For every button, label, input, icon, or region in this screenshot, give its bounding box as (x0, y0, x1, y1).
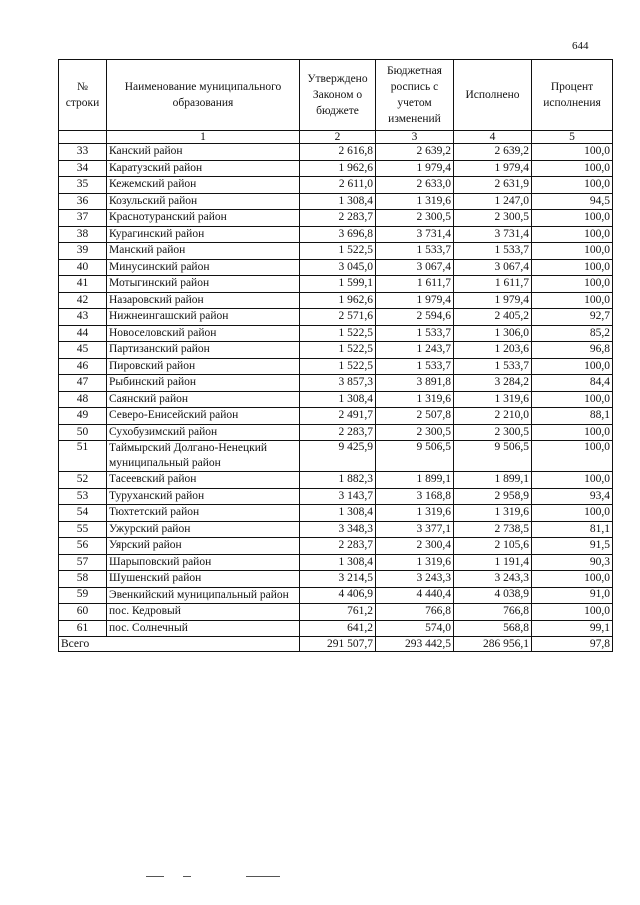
municipality-name: Кежемский район (107, 177, 300, 194)
municipality-name: пос. Кедровый (107, 604, 300, 621)
budget-value: 3 168,8 (376, 488, 454, 505)
executed-value: 766,8 (454, 604, 532, 621)
executed-value: 3 284,2 (454, 375, 532, 392)
table-row (59, 375, 613, 392)
approved-value: 1 308,4 (300, 391, 376, 408)
table-row (59, 571, 613, 588)
column-number (59, 131, 107, 144)
executed-value: 9 506,5 (454, 441, 532, 472)
table-row (59, 226, 613, 243)
column-number: 4 (454, 131, 532, 144)
budget-value: 3 067,4 (376, 259, 454, 276)
approved-value: 4 406,9 (300, 587, 376, 604)
municipality-name: Партизанский район (107, 342, 300, 359)
executed-value: 1 979,4 (454, 292, 532, 309)
budget-value: 1 979,4 (376, 160, 454, 177)
budget-value: 2 300,5 (376, 210, 454, 227)
budget-value: 9 506,5 (376, 441, 454, 472)
municipality-name: Эвенкийский муниципальный район (107, 587, 300, 604)
approved-value: 1 962,6 (300, 292, 376, 309)
row-number: 41 (59, 276, 107, 293)
column-number: 2 (300, 131, 376, 144)
table-row (59, 441, 613, 472)
row-number: 47 (59, 375, 107, 392)
row-number: 56 (59, 538, 107, 555)
municipality-name: Козульский район (107, 193, 300, 210)
budget-execution-table (58, 59, 613, 652)
budget-value: 2 594,6 (376, 309, 454, 326)
row-number: 36 (59, 193, 107, 210)
table-row (59, 604, 613, 621)
municipality-name: Уярский район (107, 538, 300, 555)
municipality-name: Нижнеингашский район (107, 309, 300, 326)
executed-value: 1 319,6 (454, 505, 532, 522)
executed-value: 2 738,5 (454, 521, 532, 538)
footer-line (246, 876, 280, 877)
table-row (59, 193, 613, 210)
footer-line (183, 876, 191, 877)
approved-value: 2 283,7 (300, 210, 376, 227)
municipality-name: Рыбинский район (107, 375, 300, 392)
budget-value: 3 891,8 (376, 375, 454, 392)
row-number: 43 (59, 309, 107, 326)
approved-value: 1 522,5 (300, 342, 376, 359)
row-number: 54 (59, 505, 107, 522)
row-number: 34 (59, 160, 107, 177)
approved-value: 3 214,5 (300, 571, 376, 588)
municipality-name: Ужурский район (107, 521, 300, 538)
municipality-name: Канский район (107, 144, 300, 161)
executed-value: 3 243,3 (454, 571, 532, 588)
municipality-name: Назаровский район (107, 292, 300, 309)
footer-marks (0, 872, 640, 882)
percent-value: 99,1 (532, 620, 613, 637)
municipality-name: Сухобузимский район (107, 424, 300, 441)
executed-value: 1 899,1 (454, 472, 532, 489)
approved-value: 1 308,4 (300, 554, 376, 571)
budget-value: 2 507,8 (376, 408, 454, 425)
approved-value: 2 571,6 (300, 309, 376, 326)
executed-value: 1 533,7 (454, 358, 532, 375)
municipality-name: Шушенский район (107, 571, 300, 588)
approved-value: 1 522,5 (300, 358, 376, 375)
budget-value: 2 300,5 (376, 424, 454, 441)
percent-value: 85,2 (532, 325, 613, 342)
header-approved-by-law: Утверждено Законом о бюджете (300, 60, 376, 131)
municipality-name: Новоселовский район (107, 325, 300, 342)
executed-value: 1 247,0 (454, 193, 532, 210)
table-row (59, 521, 613, 538)
table-row (59, 505, 613, 522)
table-row (59, 210, 613, 227)
approved-value: 9 425,9 (300, 441, 376, 472)
municipality-name: Мотыгинский район (107, 276, 300, 293)
row-number: 39 (59, 243, 107, 260)
budget-value: 1 243,7 (376, 342, 454, 359)
row-number: 57 (59, 554, 107, 571)
table-row (59, 342, 613, 359)
executed-value: 2 405,2 (454, 309, 532, 326)
table-row (59, 259, 613, 276)
row-number: 35 (59, 177, 107, 194)
table-row (59, 309, 613, 326)
percent-value: 100,0 (532, 177, 613, 194)
budget-value: 1 533,7 (376, 358, 454, 375)
budget-value: 574,0 (376, 620, 454, 637)
executed-value: 1 191,4 (454, 554, 532, 571)
percent-value: 100,0 (532, 276, 613, 293)
percent-value: 100,0 (532, 358, 613, 375)
budget-value: 1 319,6 (376, 193, 454, 210)
row-number: 37 (59, 210, 107, 227)
approved-value: 3 045,0 (300, 259, 376, 276)
executed-value: 1 533,7 (454, 243, 532, 260)
approved-value: 1 882,3 (300, 472, 376, 489)
municipality-name: Северо-Енисейский район (107, 408, 300, 425)
budget-value: 3 243,3 (376, 571, 454, 588)
budget-value: 766,8 (376, 604, 454, 621)
percent-value: 94,5 (532, 193, 613, 210)
percent-value: 100,0 (532, 259, 613, 276)
row-number: 51 (59, 441, 107, 472)
row-number: 58 (59, 571, 107, 588)
row-number: 49 (59, 408, 107, 425)
header-execution-percent: Процент исполнения (532, 60, 613, 131)
approved-value: 1 308,4 (300, 193, 376, 210)
row-number: 48 (59, 391, 107, 408)
total-percent: 97,8 (532, 637, 613, 652)
approved-value: 3 857,3 (300, 375, 376, 392)
approved-value: 1 522,5 (300, 243, 376, 260)
row-number: 45 (59, 342, 107, 359)
percent-value: 100,0 (532, 210, 613, 227)
approved-value: 1 522,5 (300, 325, 376, 342)
approved-value: 1 308,4 (300, 505, 376, 522)
approved-value: 761,2 (300, 604, 376, 621)
executed-value: 1 203,6 (454, 342, 532, 359)
column-number: 5 (532, 131, 613, 144)
budget-value: 2 639,2 (376, 144, 454, 161)
approved-value: 3 143,7 (300, 488, 376, 505)
table-row (59, 144, 613, 161)
municipality-name: Таймырский Долгано-Ненецкий муниципальный район (107, 441, 300, 472)
header-budget-schedule: Бюджетная роспись с учетом изменений (376, 60, 454, 131)
budget-value: 3 731,4 (376, 226, 454, 243)
municipality-name: Минусинский район (107, 259, 300, 276)
percent-value: 93,4 (532, 488, 613, 505)
table-row (59, 276, 613, 293)
executed-value: 2 300,5 (454, 210, 532, 227)
table-row (59, 177, 613, 194)
table-row (59, 408, 613, 425)
executed-value: 2 631,9 (454, 177, 532, 194)
table-row (59, 620, 613, 637)
municipality-name: Курагинский район (107, 226, 300, 243)
budget-value: 2 633,0 (376, 177, 454, 194)
executed-value: 3 067,4 (454, 259, 532, 276)
row-number: 33 (59, 144, 107, 161)
budget-value: 3 377,1 (376, 521, 454, 538)
budget-value: 1 319,6 (376, 391, 454, 408)
percent-value: 88,1 (532, 408, 613, 425)
table-row (59, 587, 613, 604)
budget-value: 1 319,6 (376, 554, 454, 571)
row-number: 46 (59, 358, 107, 375)
total-label: Всего (59, 637, 300, 652)
row-number: 44 (59, 325, 107, 342)
executed-value: 568,8 (454, 620, 532, 637)
budget-value: 1 319,6 (376, 505, 454, 522)
row-number: 59 (59, 587, 107, 604)
table-row (59, 160, 613, 177)
approved-value: 2 491,7 (300, 408, 376, 425)
percent-value: 100,0 (532, 243, 613, 260)
row-number: 52 (59, 472, 107, 489)
header-row (59, 60, 613, 131)
municipality-name: Тюхтетский район (107, 505, 300, 522)
approved-value: 3 696,8 (300, 226, 376, 243)
percent-value: 91,0 (532, 587, 613, 604)
percent-value: 91,5 (532, 538, 613, 555)
row-number: 50 (59, 424, 107, 441)
header-row-number: № строки (59, 60, 107, 131)
row-number: 55 (59, 521, 107, 538)
percent-value: 90,3 (532, 554, 613, 571)
table-row (59, 325, 613, 342)
municipality-name: Тасеевский район (107, 472, 300, 489)
approved-value: 1 599,1 (300, 276, 376, 293)
table-row (59, 358, 613, 375)
percent-value: 81,1 (532, 521, 613, 538)
executed-value: 1 306,0 (454, 325, 532, 342)
executed-value: 3 731,4 (454, 226, 532, 243)
executed-value: 1 979,4 (454, 160, 532, 177)
percent-value: 96,8 (532, 342, 613, 359)
budget-value: 2 300,4 (376, 538, 454, 555)
approved-value: 2 611,0 (300, 177, 376, 194)
executed-value: 1 611,7 (454, 276, 532, 293)
row-number: 53 (59, 488, 107, 505)
total-budget: 293 442,5 (376, 637, 454, 652)
percent-value: 100,0 (532, 144, 613, 161)
percent-value: 100,0 (532, 604, 613, 621)
total-approved: 291 507,7 (300, 637, 376, 652)
percent-value: 100,0 (532, 226, 613, 243)
row-number: 42 (59, 292, 107, 309)
approved-value: 2 616,8 (300, 144, 376, 161)
budget-value: 1 979,4 (376, 292, 454, 309)
table-row (59, 538, 613, 555)
table-row (59, 391, 613, 408)
total-row (59, 637, 613, 652)
table-body (59, 144, 613, 637)
budget-value: 1 899,1 (376, 472, 454, 489)
budget-value: 4 440,4 (376, 587, 454, 604)
municipality-name: Саянский район (107, 391, 300, 408)
approved-value: 641,2 (300, 620, 376, 637)
executed-value: 2 639,2 (454, 144, 532, 161)
table-row (59, 243, 613, 260)
budget-value: 1 533,7 (376, 325, 454, 342)
table-row (59, 292, 613, 309)
table-row (59, 472, 613, 489)
executed-value: 2 210,0 (454, 408, 532, 425)
row-number: 40 (59, 259, 107, 276)
municipality-name: Пировский район (107, 358, 300, 375)
header-executed: Исполнено (454, 60, 532, 131)
municipality-name: Каратузский район (107, 160, 300, 177)
percent-value: 92,7 (532, 309, 613, 326)
total-executed: 286 956,1 (454, 637, 532, 652)
executed-value: 2 105,6 (454, 538, 532, 555)
percent-value: 100,0 (532, 472, 613, 489)
municipality-name: пос. Солнечный (107, 620, 300, 637)
percent-value: 100,0 (532, 571, 613, 588)
column-number: 1 (107, 131, 300, 144)
executed-value: 2 300,5 (454, 424, 532, 441)
row-number: 61 (59, 620, 107, 637)
executed-value: 2 958,9 (454, 488, 532, 505)
approved-value: 3 348,3 (300, 521, 376, 538)
footer-line (146, 876, 164, 877)
approved-value: 2 283,7 (300, 424, 376, 441)
budget-value: 1 533,7 (376, 243, 454, 260)
row-number: 60 (59, 604, 107, 621)
column-number: 3 (376, 131, 454, 144)
table-row (59, 488, 613, 505)
percent-value: 100,0 (532, 391, 613, 408)
row-number: 38 (59, 226, 107, 243)
approved-value: 2 283,7 (300, 538, 376, 555)
percent-value: 100,0 (532, 292, 613, 309)
table-row (59, 424, 613, 441)
percent-value: 100,0 (532, 505, 613, 522)
budget-value: 1 611,7 (376, 276, 454, 293)
percent-value: 100,0 (532, 160, 613, 177)
municipality-name: Туруханский район (107, 488, 300, 505)
percent-value: 100,0 (532, 441, 613, 472)
header-municipality-name: Наименование муниципального образования (107, 60, 300, 131)
table-row (59, 554, 613, 571)
percent-value: 84,4 (532, 375, 613, 392)
percent-value: 100,0 (532, 424, 613, 441)
executed-value: 4 038,9 (454, 587, 532, 604)
column-number-row (59, 131, 613, 144)
municipality-name: Шарыповский район (107, 554, 300, 571)
page-number: 644 (572, 40, 589, 52)
municipality-name: Краснотуранский район (107, 210, 300, 227)
executed-value: 1 319,6 (454, 391, 532, 408)
approved-value: 1 962,6 (300, 160, 376, 177)
municipality-name: Манский район (107, 243, 300, 260)
